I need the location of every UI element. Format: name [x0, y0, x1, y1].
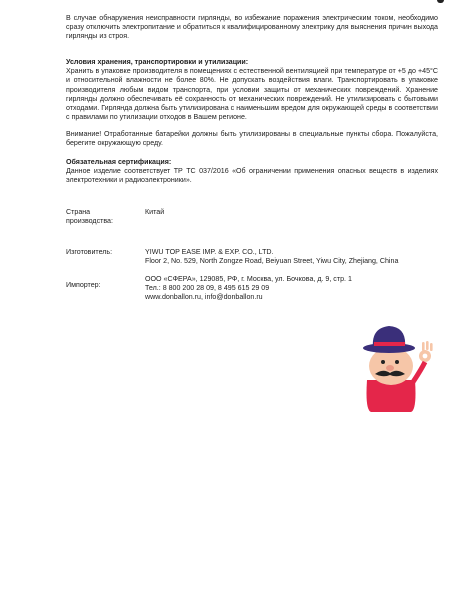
manufacturer-label: Изготовитель:: [66, 248, 113, 256]
mascot-finger-3: [430, 343, 433, 351]
mascot-eye-right: [395, 360, 399, 364]
importer-phone: Тел.: 8 800 200 28 09, 8 495 615 29 09: [145, 284, 270, 293]
certification-heading: Обязательная сертификация:: [66, 158, 172, 166]
intro-paragraph: В случае обнаружения неисправности гирлянды, во избежание поражения электрическим током, необходимо сразу отключить электропитание и обратиться к квалифицированному электрику для выяснения причин выхода гирлянды из строя.: [66, 14, 438, 41]
country-label-line2: производства:: [66, 217, 113, 226]
mascot-gentleman-icon: [345, 318, 441, 414]
page-corner-mark: [437, 0, 444, 3]
mascot-hand-ok-ring: [423, 354, 428, 359]
certification-section: [66, 158, 438, 186]
mascot-arm: [413, 362, 425, 382]
storage-heading: Условия хранения, транспортировки и утилизации:: [66, 58, 249, 66]
manufacturer-address: Floor 2, No. 529, North Zongze Road, Beiyuan Street, Yiwu City, Zhejiang, China: [145, 257, 399, 266]
mascot-nose: [386, 365, 394, 371]
importer-value: [145, 275, 445, 303]
mascot-finger-1: [422, 342, 425, 351]
importer-label: Импортер:: [66, 281, 101, 289]
storage-section: [66, 58, 438, 122]
country-label-line1: Страна: [66, 208, 91, 216]
manufacturer-name: YIWU TOP EASE IMP. & EXP. CO., LTD.: [145, 248, 274, 256]
importer-address: ООО «СФЕРА», 129085, РФ, г. Москва, ул. Бочкова, д. 9, стр. 1: [145, 275, 352, 283]
country-value: Китай: [145, 208, 165, 216]
mascot-hat-band: [374, 342, 405, 346]
battery-notice: Внимание! Отработанные батарейки должны быть утилизированы в специальные пункты сбора. Пожалуйста, берегите окружающую среду.: [66, 130, 438, 148]
manufacturer-value: [145, 248, 445, 266]
importer-contacts: www.donballon.ru, info@donballon.ru: [145, 293, 263, 302]
mascot-finger-2: [426, 341, 429, 350]
certification-body: Данное изделие соответствует ТР ТС 037/2016 «Об ограничении применения опасных веществ в изделиях электротехники и радиоэлектроники».: [66, 167, 438, 185]
country-label: [66, 208, 136, 226]
storage-body: Хранить в упаковке производителя в помещениях с естественной вентиляцией при температуре от +5 до +45°С и относительной влажности не более 80%. Не допускать воздействия влаги. Транспортировать в упаковке производителя любым видом транспорта, при условии защиты от механических повреждений. Хранение гирлянды должно обеспечивать её сохранность от механических повреждений. Не утилизировать с бытовыми отходами. Гирлянда должна быть утилизирована с наименьшим вредом для окружающей среды в соответствии с правилами по утилизации отходов в Вашем регионе.: [66, 67, 438, 122]
mascot-eye-left: [381, 360, 385, 364]
